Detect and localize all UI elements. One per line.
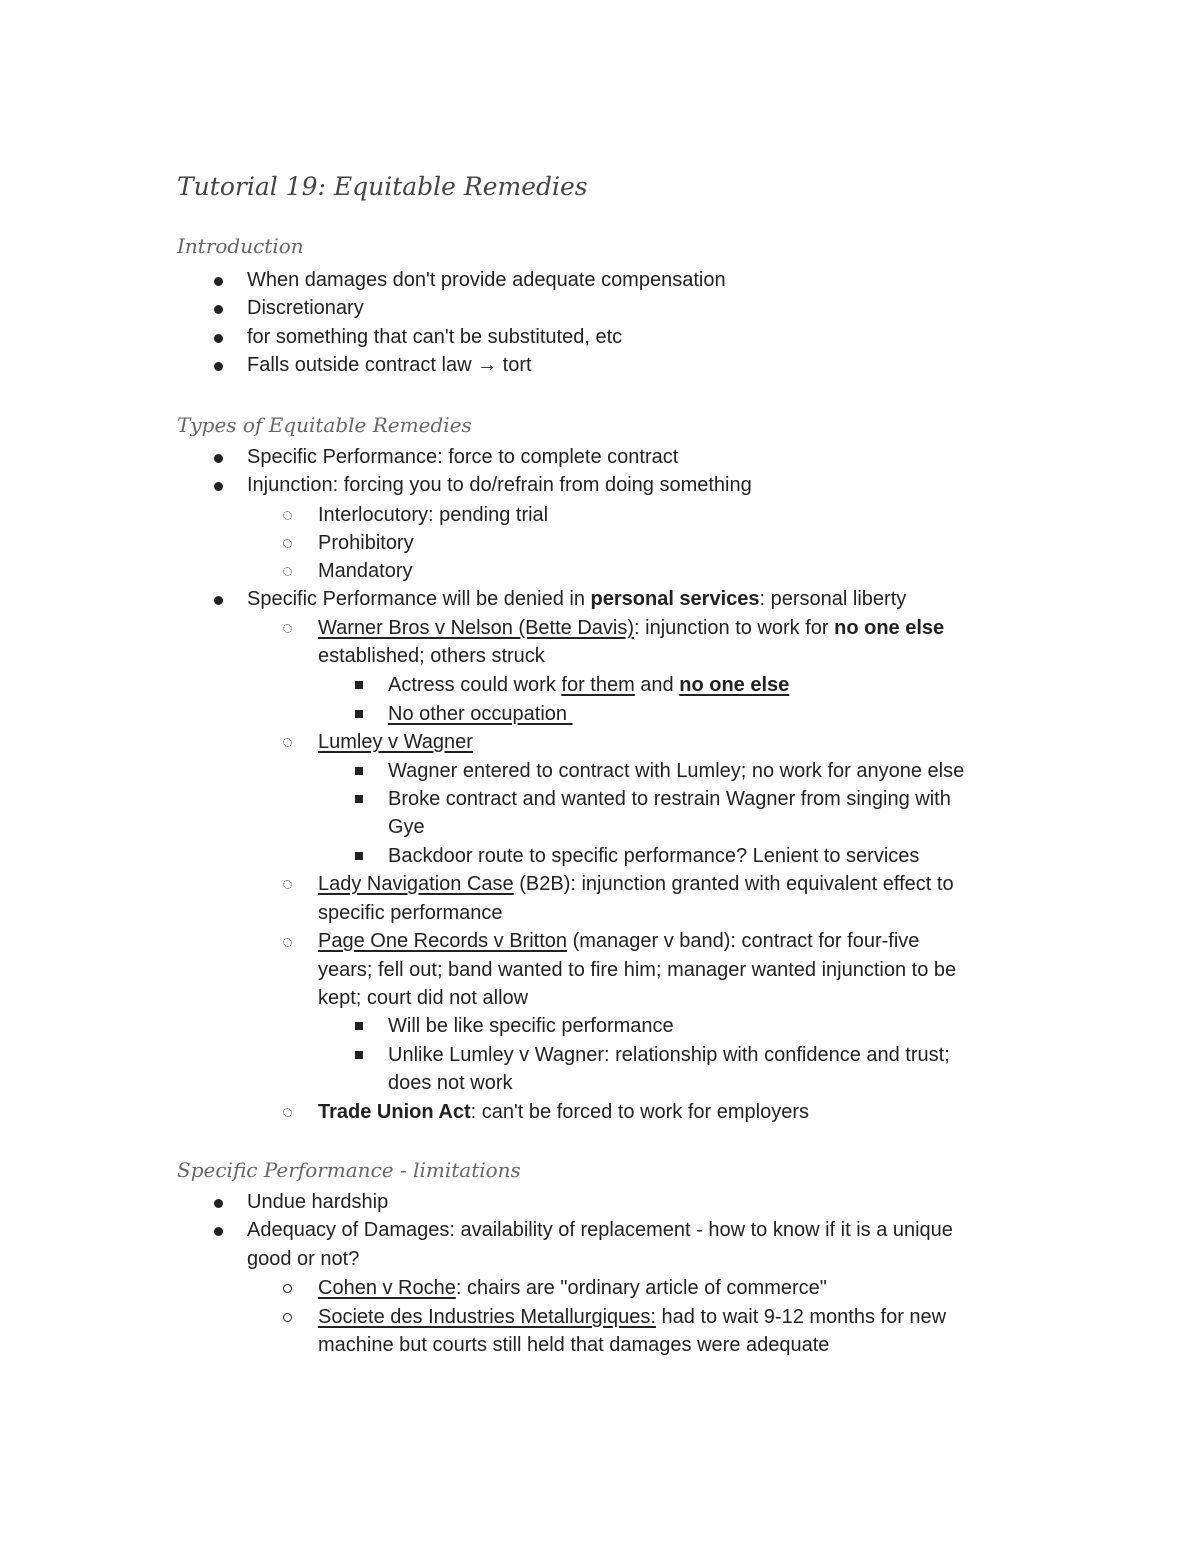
bullet-dotted-circle-icon	[283, 880, 292, 889]
list-item: Injunction: forcing you to do/refrain from doing something	[247, 474, 752, 496]
case-name: Cohen v Roche	[318, 1277, 456, 1299]
bold-term: personal services	[590, 588, 760, 610]
list-item: Broke contract and wanted to restrain Wagner from singing with	[388, 788, 951, 810]
list-item: Trade Union Act: can't be forced to work for employers	[318, 1101, 810, 1123]
list-item: Backdoor route to specific performance? Lenient to services	[388, 845, 920, 867]
list-item: for something that can't be substituted, etc	[247, 326, 623, 348]
list-item: Specific Performance will be denied in personal services: personal liberty	[247, 588, 907, 610]
bold-term: no one else	[834, 617, 945, 639]
bullet-square-icon	[355, 710, 363, 718]
bullet-disc-icon	[214, 454, 223, 463]
bullet-disc-icon	[214, 1227, 223, 1236]
section-heading-limitations: Specific Performance - limitations	[177, 1158, 521, 1182]
list-item: Actress could work for them and no one else	[388, 674, 790, 696]
case-name: Lumley v Wagner	[318, 731, 473, 753]
bullet-circle-icon	[283, 1313, 292, 1322]
list-item: Will be like specific performance	[388, 1015, 674, 1037]
case-name: Lady Navigation Case	[318, 873, 514, 895]
list-item: Page One Records v Britton (manager v band): contract for four-five	[318, 930, 920, 952]
bullet-dotted-circle-icon	[283, 1108, 292, 1117]
bullet-dotted-circle-icon	[283, 738, 292, 747]
list-item: Prohibitory	[318, 532, 414, 554]
list-item: Wagner entered to contract with Lumley; no work for anyone else	[388, 760, 965, 782]
bullet-square-icon	[355, 1051, 363, 1059]
bullet-square-icon	[355, 795, 363, 803]
list-item: Falls outside contract law → tort	[247, 354, 532, 376]
bullet-disc-icon	[214, 305, 223, 314]
list-item: Lady Navigation Case (B2B): injunction granted with equivalent effect to	[318, 873, 954, 895]
bullet-dotted-circle-icon	[283, 938, 292, 947]
bullet-dotted-circle-icon	[283, 567, 292, 576]
bullet-square-icon	[355, 681, 363, 689]
list-item: Cohen v Roche: chairs are "ordinary article of commerce"	[318, 1277, 827, 1299]
case-name: Societe des Industries Metallurgiques:	[318, 1306, 656, 1328]
case-name: Warner Bros v Nelson (Bette Davis)	[318, 617, 635, 639]
list-item: Specific Performance: force to complete contract	[247, 446, 679, 468]
list-item-continuation: good or not?	[247, 1248, 360, 1270]
list-item: Adequacy of Damages: availability of replacement - how to know if it is a unique	[247, 1219, 953, 1241]
bullet-square-icon	[355, 852, 363, 860]
bullet-disc-icon	[214, 362, 223, 371]
bold-term: Trade Union Act	[318, 1101, 471, 1123]
document-title: Tutorial 19: Equitable Remedies	[177, 172, 588, 201]
bold-term: no one else	[679, 674, 790, 696]
list-item-continuation: years; fell out; band wanted to fire him; manager wanted injunction to be	[318, 959, 957, 981]
case-name: Page One Records v Britton	[318, 930, 568, 952]
section-heading-types: Types of Equitable Remedies	[177, 413, 472, 437]
bullet-dotted-circle-icon	[283, 511, 292, 520]
list-item: Interlocutory: pending trial	[318, 504, 549, 526]
list-item: Societe des Industries Metallurgiques: had to wait 9-12 months for new	[318, 1306, 947, 1328]
list-item	[318, 728, 1028, 757]
list-item-continuation: established; others struck	[318, 645, 545, 667]
bullet-square-icon	[355, 1022, 363, 1030]
list-item: Unlike Lumley v Wagner: relationship with confidence and trust;	[388, 1044, 950, 1066]
list-item: Warner Bros v Nelson (Bette Davis): injunction to work for no one else	[318, 617, 945, 639]
list-item: Undue hardship	[247, 1191, 389, 1213]
bullet-disc-icon	[214, 596, 223, 605]
bullet-disc-icon	[214, 334, 223, 343]
bullet-disc-icon	[214, 1199, 223, 1208]
section-heading-introduction: Introduction	[177, 234, 304, 258]
bullet-square-icon	[355, 767, 363, 775]
list-item-continuation: specific performance	[318, 902, 503, 924]
bullet-disc-icon	[214, 277, 223, 286]
list-item: Discretionary	[247, 297, 364, 319]
list-item-continuation: machine but courts still held that damages were adequate	[318, 1334, 830, 1356]
list-item: No other occupation	[388, 703, 573, 725]
bullet-disc-icon	[214, 482, 223, 491]
list-item: Mandatory	[318, 560, 413, 582]
bullet-dotted-circle-icon	[283, 539, 292, 548]
list-item-continuation: kept; court did not allow	[318, 987, 529, 1009]
list-item-continuation: Gye	[388, 816, 425, 838]
bullet-dotted-circle-icon	[283, 624, 292, 633]
bullet-circle-icon	[283, 1284, 292, 1293]
list-item-continuation: does not work	[388, 1072, 513, 1094]
list-item: When damages don't provide adequate compensation	[247, 269, 726, 291]
